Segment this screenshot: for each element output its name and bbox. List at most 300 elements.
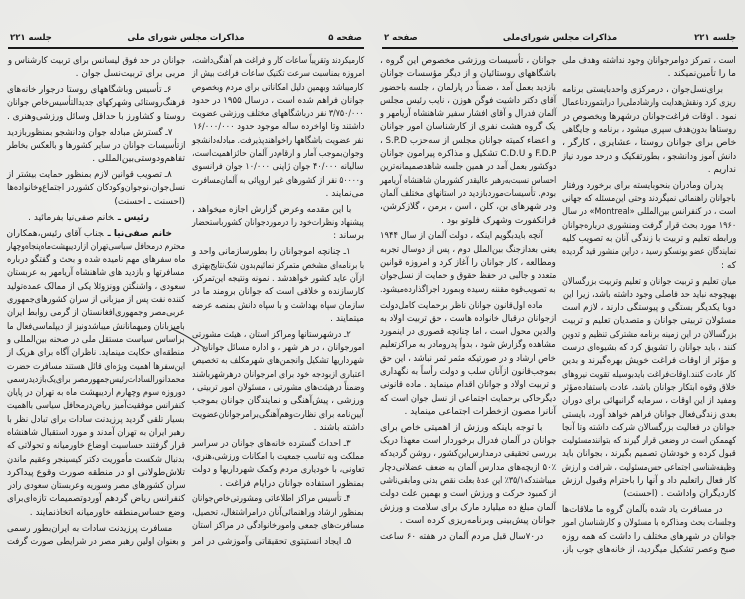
line-text: برای‌نسل‌جوان ، درمرکزی واحدبایستی برنامه — [562, 85, 723, 96]
paragraph — [192, 246, 364, 326]
text-line — [7, 387, 185, 400]
line-text: که : — [720, 260, 736, 271]
text-line — [7, 182, 185, 195]
text-line — [562, 342, 736, 355]
line-text: ۳ـ احداث گسترده خانه‌های جوانان در سراسر — [192, 438, 351, 449]
line-content — [192, 121, 364, 134]
text-line — [562, 246, 736, 259]
line-text: ۸ـ تصویب قوانین لازم بمنظور حمایت بیشتر از — [7, 170, 172, 181]
line-content — [114, 196, 185, 209]
text-line — [562, 448, 736, 461]
text-line — [192, 82, 364, 95]
text-line — [380, 339, 556, 352]
text-line — [380, 353, 556, 366]
line-text: وجوان‌بموجب آمار و ارقام‌در آلمان حائزاهمیت‌است، — [192, 149, 364, 160]
line-content — [380, 95, 556, 108]
text-line — [192, 329, 364, 342]
text-line — [562, 68, 736, 81]
line-text: ومفید از این اوقات ، سرمایه گرانبهائی برای دوران — [561, 396, 736, 407]
line-text: ۶ـ تأسیس وباشگاههای روستا درجوار خانه‌های — [7, 85, 172, 96]
line-content — [562, 233, 736, 246]
line-content — [7, 361, 185, 374]
text-line — [192, 121, 364, 134]
text-line — [562, 435, 736, 448]
line-text: مسافرت‌های جمعی وامورخانوادگی در مراکز استان — [191, 521, 364, 532]
text-line — [192, 273, 364, 286]
text-line — [192, 451, 364, 464]
text-line — [7, 254, 185, 267]
text-line — [380, 270, 556, 283]
text-line — [7, 493, 185, 506]
line-text: محترم درمحافل سیاسی‌تهران ازاردیبهشت‌ماه‌پنجاه‌وچهار — [7, 241, 185, 252]
text-line — [7, 361, 185, 374]
line-text: جوانان در حد فوق لیسانس برای تربیت کارشناس و — [7, 56, 185, 66]
line-content — [562, 329, 736, 342]
line-text: والدین محول است ، اما چنانچه قصوری در اینمورد — [380, 327, 556, 338]
line-text: کنفرانس ریاض گردهم آوردوتصمیمات تازه‌ای‌برای — [7, 494, 185, 505]
text-line — [562, 220, 736, 233]
line-text: بموجب‌قانون ازآنان سلب و دولت رأساً به نگهداری — [379, 367, 556, 378]
line-text: بازدید بعمل آمد ، ضمناً در پارلمان ، جلسه باحضور — [380, 82, 556, 93]
text-line — [192, 68, 364, 81]
paragraph — [7, 84, 185, 124]
line-content — [562, 124, 736, 137]
line-text: عربی‌مصر وجمهوری‌افغانستان از گرمی روابط ایران — [7, 308, 185, 319]
line-content — [562, 382, 736, 395]
text-line — [380, 148, 556, 161]
paragraph — [380, 300, 556, 420]
line-text: و مؤثر از اوقات فراغت خویش بهره‌گیرند و بدین — [561, 356, 736, 367]
line-text: میباشندکه۳۵/۱٪ این عدهٔ بعلت نقص بدنی ومابقی‌ناشی — [379, 475, 556, 486]
line-content — [192, 382, 364, 395]
line-content — [314, 422, 364, 435]
line-content — [380, 257, 556, 270]
text-line — [7, 267, 185, 280]
paragraph — [7, 523, 185, 550]
text-line — [192, 520, 364, 533]
line-text: پیشنهاد ونظرات‌خود را درموردجوانان کشورباستحضار — [192, 218, 364, 229]
text-line — [7, 307, 185, 320]
line-content — [400, 515, 556, 528]
line-content — [192, 464, 364, 477]
line-text: سازمان سپاه بهداشت و با سپاه دانش بمنصه عرضه — [191, 300, 364, 311]
paragraph — [7, 169, 185, 209]
paragraph — [380, 531, 556, 544]
text-line — [380, 406, 556, 419]
line-content — [380, 313, 556, 326]
line-content — [562, 302, 736, 315]
line-content — [380, 284, 556, 297]
paragraph — [380, 422, 556, 528]
line-text: جوانان در فعالیت بزرگسالان شرکت داشته وتا آنجا — [562, 422, 736, 433]
right-page — [372, 0, 745, 599]
text-line — [380, 366, 556, 379]
line-content — [326, 188, 364, 201]
line-text: نسل‌جوان،نوجوان‌وکودکان کشوردر اجتماع‌وخانواده‌ها — [7, 183, 185, 194]
line-text: جناب آقای رئیس،همکاران — [6, 228, 104, 239]
line-content — [7, 84, 172, 97]
line-content — [7, 321, 185, 334]
text-line — [7, 347, 185, 360]
line-content — [380, 379, 556, 392]
line-content — [192, 520, 364, 533]
line-text: با برنامه‌ای مشخص متمرکز نمائیم‌بدون شک‌نتایج‌بهتری — [191, 260, 364, 271]
text-line — [562, 544, 736, 557]
paragraph — [192, 493, 364, 533]
text-line — [380, 201, 556, 214]
line-text: کنند ، باید جوانان را تشویق کرد که بشیوه‌ای درست — [561, 343, 736, 354]
text-line — [192, 55, 364, 68]
line-content — [562, 517, 736, 530]
line-content — [562, 435, 736, 448]
line-content — [7, 228, 172, 241]
line-content — [192, 148, 364, 161]
session-number: جلسه ۲۲۱ — [694, 33, 736, 43]
line-content — [192, 260, 364, 273]
line-content — [192, 55, 364, 68]
line-content — [562, 544, 736, 557]
line-content — [192, 135, 364, 148]
line-text: ۷ـ گسترش مبادله جوان ودانشجو بمنظوربازدید — [6, 127, 172, 138]
line-content — [76, 68, 185, 81]
line-text: داشته باشند . — [313, 422, 364, 433]
line-content — [7, 169, 172, 182]
line-text: تفاهم‌ودوستی‌بین‌المللی . — [92, 154, 185, 165]
line-text: تعاونی، با خودیاری مردم وکمک شهرداریها و دولت — [191, 465, 364, 476]
text-line — [562, 289, 736, 302]
line-content — [562, 180, 723, 193]
text-line — [380, 188, 556, 201]
paragraph — [380, 230, 556, 296]
text-line — [562, 488, 736, 501]
text-line — [192, 260, 364, 273]
line-text: ۴ـ تأسیس مراکز اطلاعاتی ومشورتی‌خاص‌جوانان — [192, 494, 351, 505]
text-line — [562, 517, 736, 530]
line-content — [380, 161, 556, 174]
text-line — [192, 409, 364, 422]
text-line — [7, 523, 185, 536]
text-line — [7, 68, 185, 81]
line-content — [28, 212, 149, 225]
page-header — [8, 33, 364, 49]
text-line — [7, 212, 185, 225]
text-line — [562, 475, 736, 488]
text-line — [192, 286, 364, 299]
line-content — [380, 188, 556, 201]
line-text: قبول کرده و خودشان تصمیم بگیرند ، بجوانان باید — [562, 449, 736, 460]
paragraph — [192, 536, 364, 549]
line-text: بسیار تلقی گردید پرزیدنت سادات برای تبادل نظر با — [7, 414, 185, 425]
line-content — [721, 260, 736, 273]
text-line — [192, 246, 364, 259]
text-line — [192, 217, 364, 230]
paragraph — [562, 504, 736, 557]
line-content — [562, 206, 736, 219]
line-text: بزرگسالان در این زمینه برنامه مشترکی تنظیم و تدوین — [561, 329, 736, 340]
line-text: اعتباری ازبودجه خود برای امرجوانان درهرشهرباشند — [191, 369, 364, 380]
line-text: ودر شهرهای بن، کلن ، اسن ، برمن ، گلازکرشن، — [379, 202, 556, 213]
line-text: و بعنوان اولین رهبر مصر در شرایطی صورت گرفت — [6, 536, 185, 547]
text-line — [7, 153, 185, 166]
line-text: (احسنت ـ احسنت) — [114, 196, 185, 207]
publication-title: مذاکرات مجلس شورای‌ملی — [502, 33, 618, 43]
line-content — [562, 276, 736, 289]
line-text: و اعضاء کمیته جوانان مجلس از سه‌حزب S.P.D ، — [380, 135, 556, 146]
line-content — [7, 140, 185, 153]
line-content — [192, 68, 364, 81]
paragraph — [192, 55, 364, 201]
line-content — [7, 374, 185, 387]
line-content — [7, 97, 185, 110]
page-header — [382, 33, 738, 49]
line-text: آیین‌نامه برای نظارت‌وهم‌آهنگی‌برامرجوانان‌عضویت — [192, 409, 364, 420]
line-content — [192, 451, 364, 464]
text-line — [380, 488, 556, 501]
line-text: فرهنگ‌روستائی وشهرکهای جدیدالتأسیس‌خاص جوانان — [7, 98, 185, 109]
line-text: دیگرحاکی برحمایت اجتماعی از نسل جوان است که — [380, 393, 556, 404]
text-line — [7, 507, 185, 520]
text-line — [562, 355, 736, 368]
line-text: F.D.P و C.D.U تشکیل و مذاکره پیرامون جوانان — [379, 149, 556, 160]
text-line — [192, 175, 364, 188]
text-line — [562, 409, 736, 422]
text-line — [380, 502, 556, 515]
line-content — [380, 422, 543, 435]
line-content — [562, 422, 736, 435]
line-content — [7, 55, 185, 68]
line-text: ۲ـ درشهرستانها ومراکز استان ، هیئت مشورتی — [192, 329, 351, 340]
line-text: سران کشورهای مصر وسوریه وعربستان سعودی رادر — [7, 481, 185, 492]
line-text: احساس نسبت‌به‌رهبر عالیقدر کشورمان شاهنشاه آریامهر — [379, 175, 556, 186]
speaker-name: رئیس ـ — [117, 212, 149, 223]
text-line — [380, 531, 556, 544]
line-text: فرانکفورت وشهرک فلوتو بود . — [441, 215, 556, 226]
line-text: کارمیکردند وتقریباً ساعات کار و فراغت هم آهنگی‌داشت، — [191, 56, 364, 66]
line-content — [192, 161, 364, 174]
line-text: ورابطه تعلیم و تربیت با زندگی آنان به تصویب کلیه — [561, 234, 736, 245]
line-content — [192, 438, 351, 451]
paragraph — [562, 55, 736, 82]
line-text: بامیزبانان ومیهمانانش میباشدونیز از دیپلماسی‌فعال ما — [7, 321, 185, 332]
line-text: آقای دکتر داشیت فوگن هوزن ، نایب رئیس مجلس — [379, 95, 556, 106]
line-text: آنانرا مصون ازخطرات اجتماعی مینماید . — [404, 406, 556, 417]
line-text: جوانان در آلمان فدرال برخوردار است معهذا دریک — [379, 436, 556, 447]
line-content — [562, 448, 736, 461]
line-text: یک گروه هشت نفری از کارشناسان امور جوانان — [380, 122, 556, 133]
line-text: کار عادت کنند.اوقات‌فراغت بایدبوسیله تقویت نیروهای — [561, 369, 736, 380]
line-content — [192, 246, 351, 259]
line-text: جوانان ، تأسیسات ورزشی مخصوص این گروه ، — [379, 56, 556, 66]
line-content — [7, 281, 185, 294]
line-text: با این مقدمه وعرض گزارش اجازه میخواهد ، — [191, 204, 351, 215]
line-content — [192, 395, 364, 408]
line-text: خاص برای جوانان روستا ، عشایری ، کارگر ، — [561, 138, 736, 149]
line-text: دانش آموز ودانشجو ، بطورتفکیک و درحد مورد نیاز — [561, 151, 736, 162]
line-content — [562, 315, 736, 328]
line-content — [192, 82, 364, 95]
left-page — [0, 0, 372, 599]
line-content — [380, 135, 556, 148]
line-content — [380, 366, 556, 379]
line-content — [192, 217, 364, 230]
line-content — [30, 507, 185, 520]
line-text: می‌نمایند . — [325, 188, 364, 199]
line-text: میان تعلیم و تربیت جوانان و تعلیم وتربیت بزرگسالان — [561, 276, 736, 287]
text-line — [7, 84, 185, 97]
line-text: خاص ارشاد و در صورتیکه مثمر ثمر نباشد ، این حق — [380, 353, 556, 364]
line-text: دوروزه سوم وچهارم اردیبهشت ماه به تهران در پایان — [6, 388, 185, 399]
line-text: این‌سفرها اهمیت ویژه‌ای قائل هستند مسافرت حضرت — [6, 361, 185, 372]
line-content — [7, 111, 185, 124]
text-line — [192, 135, 364, 148]
paragraph — [192, 438, 364, 491]
line-text: وجلسات بحث ومذاکره با مسئولان و کارشناسان امور — [562, 518, 736, 529]
line-text: قرار گرفتند حساسیت اوضاع خاورمیانه و تحولاتی که — [6, 441, 185, 452]
line-content — [623, 488, 736, 501]
line-content — [380, 121, 556, 134]
text-column-right — [192, 55, 364, 552]
line-content — [380, 448, 556, 461]
line-content — [7, 254, 185, 267]
text-line — [562, 315, 736, 328]
line-text: در۷۰سال قبل مردم آلمان در هفته ۶۰ ساعت — [379, 531, 543, 542]
line-content — [7, 493, 185, 506]
text-line — [562, 233, 736, 246]
line-content — [562, 395, 736, 408]
line-text: و۵۰۰۰۰ نفر از کشورهای غیر اروپائی به آلمان‌مسافرت — [192, 175, 364, 186]
line-content — [7, 334, 185, 347]
paragraph — [562, 84, 736, 177]
line-text: جوانان پیش‌بینی وبرنامه‌ریزی کرده است . — [399, 515, 556, 526]
text-line — [7, 454, 185, 467]
line-text: آلمان فدرال و آقای افشار سفیر شاهنشاه آریامهر و — [379, 109, 556, 120]
text-line — [192, 422, 364, 435]
text-line — [192, 313, 364, 326]
line-text: از کمبود حرکت و ورزش است و بهمین علت دولت — [379, 489, 556, 500]
line-content — [380, 435, 556, 448]
text-line — [192, 148, 364, 161]
line-text: رهبر ایران به تهران آمدند و مورد استقبال شاهنشاه — [7, 427, 185, 438]
line-text: جوانان فراهم شده است ، درسال ۱۹۵۵ در حدود — [191, 95, 364, 106]
line-text: ۱ـ چنانچه اموجوانان را بطورسازمانی واحد و — [192, 247, 351, 258]
text-line — [562, 395, 736, 408]
text-line — [562, 151, 736, 164]
line-text: بدنبال شکست مأموریت دکتر کیسینجر وعقیم ماندن — [7, 454, 185, 465]
text-line — [192, 493, 364, 506]
text-line — [380, 284, 556, 297]
line-content — [708, 164, 736, 177]
line-content — [7, 523, 172, 536]
paragraph — [7, 55, 185, 82]
text-line — [7, 374, 185, 387]
line-text: کارسازنده و خلاقی است که جوانان برومند ما در — [191, 287, 364, 298]
line-text: باشگاههای روستائیان و از دیگر مؤسسات جوانان — [379, 69, 556, 80]
text-line — [380, 313, 556, 326]
line-content — [192, 329, 351, 342]
text-line — [380, 462, 556, 475]
text-line — [380, 393, 556, 406]
line-content — [380, 339, 556, 352]
line-text: بررسی تحقیقی درمدارس‌این‌کشور ، روشن گردید‌که — [379, 449, 556, 460]
line-content — [562, 220, 736, 233]
text-column-right — [562, 55, 736, 560]
line-content — [7, 400, 185, 413]
line-text: ازآن عاید کشور خواهدشد . نمونه ونتیجه این‌تمرکز، — [191, 273, 364, 284]
text-line — [380, 230, 556, 243]
speaker-paragraph — [7, 228, 185, 521]
line-content — [380, 462, 556, 475]
line-content — [7, 127, 172, 140]
line-text: وضع حساس‌منطقه خاورمیانه اتخاذنمایند . — [29, 507, 185, 518]
text-line — [192, 342, 364, 355]
line-content — [562, 246, 736, 259]
text-line — [562, 124, 736, 137]
line-text: جوانان در شهرهای مختلف را داشت که همه روزه — [561, 531, 736, 542]
text-line — [7, 400, 185, 413]
line-content — [380, 326, 556, 339]
line-content — [562, 531, 736, 544]
line-text: آلمان مبلغ ده میلیارد مارک برای سلامت و ورزش — [380, 502, 556, 513]
text-line — [192, 507, 364, 520]
line-content — [562, 409, 736, 422]
text-line — [7, 228, 185, 241]
text-line — [380, 108, 556, 121]
line-text: بهیچوجه نباید حد فاصلی وجود داشته باشد، زیرا این — [562, 289, 736, 300]
line-text: مسافرتها و بازدید های شاهنشاه آریامهر به عربستان — [7, 268, 185, 279]
line-content — [380, 475, 556, 488]
text-line — [192, 188, 364, 201]
text-line — [562, 369, 736, 382]
line-content — [380, 148, 556, 161]
line-content — [7, 347, 185, 360]
text-line — [562, 84, 736, 97]
text-line — [7, 127, 185, 140]
line-content — [192, 300, 364, 313]
text-line — [380, 68, 556, 81]
text-line — [7, 55, 185, 68]
line-content — [7, 414, 185, 427]
line-content — [192, 108, 364, 121]
text-line — [380, 244, 556, 257]
line-text: ۵ـ ایجاد انستیتوی تحقیقاتی وآموزشی در امر — [191, 536, 351, 547]
paragraph — [380, 55, 556, 228]
line-content — [7, 294, 185, 307]
line-content — [380, 68, 556, 81]
page-number: صفحه ۵ — [328, 33, 362, 43]
line-text: نمود . اوقات فراغت‌جوانان درشهرها وبخصوص در — [561, 111, 736, 122]
line-text: مشاهده وگزارش شود ، بدواً پدرومادر به مراکزتعلیم — [380, 340, 556, 351]
text-line — [380, 121, 556, 134]
text-line — [7, 440, 185, 453]
line-content — [192, 369, 364, 382]
line-content — [562, 137, 736, 150]
text-line — [380, 326, 556, 339]
text-line — [562, 206, 736, 219]
text-line — [562, 531, 736, 544]
text-line — [192, 230, 364, 243]
text-line — [192, 464, 364, 477]
line-content — [562, 289, 736, 302]
text-line — [380, 55, 556, 68]
line-content — [192, 175, 364, 188]
line-text: براساس سیاست مستقل ملی در صحنه بین‌المللی و — [7, 334, 185, 345]
line-content — [562, 475, 736, 488]
text-line — [380, 379, 556, 392]
line-content — [380, 201, 556, 214]
text-line — [7, 321, 185, 334]
line-text: کنفرانس موفقیت‌آمیز ریاض‌درمحافل سیاسی بااهمیت — [7, 401, 185, 412]
line-text: با توجه باینکه ورزش از اهمیتی خاص برای — [380, 422, 543, 433]
